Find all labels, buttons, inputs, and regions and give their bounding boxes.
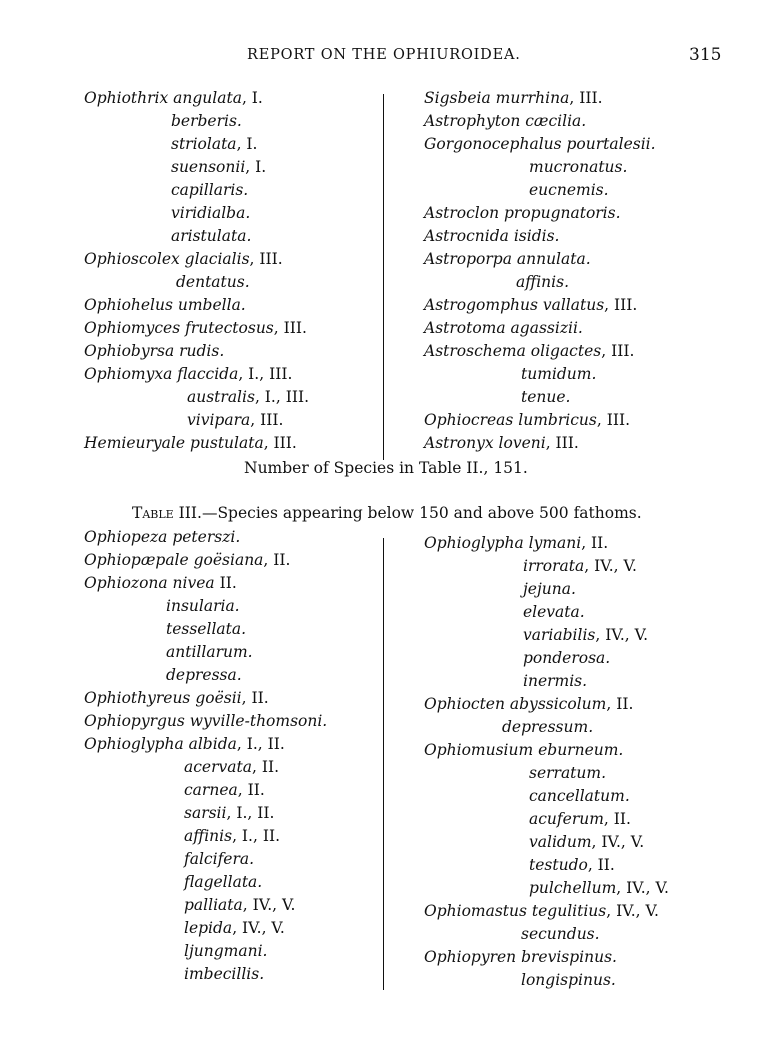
species-entry: Ophiomyces frutectosus, III. <box>84 319 307 337</box>
species-entry: Ophiocreas lumbricus, III. <box>424 411 630 429</box>
species-entry: tenue. <box>521 388 571 406</box>
species-entry: Ophioglypha lymani, II. <box>424 534 609 552</box>
species-entry: Ophioglypha albida, I., II. <box>84 735 285 753</box>
species-entry: capillaris. <box>171 181 249 199</box>
species-entry: berberis. <box>171 112 242 130</box>
species-entry: Astroschema oligactes, III. <box>424 342 635 360</box>
species-entry: Astrophyton cæcilia. <box>424 112 587 130</box>
species-entry: Sigsbeia murrhina, III. <box>424 89 603 107</box>
species-entry: Astrogomphus vallatus, III. <box>424 296 638 314</box>
species-entry: tessellata. <box>166 620 247 638</box>
species-entry: depressa. <box>166 666 242 684</box>
species-entry: Ophioscolex glacialis, III. <box>84 250 283 268</box>
species-entry: Ophiopyren brevispinus. <box>424 948 617 966</box>
species-entry: affinis, I., II. <box>184 827 281 845</box>
species-entry: Hemieuryale pustulata, III. <box>84 434 297 452</box>
species-entry: Astroporpa annulata. <box>424 250 591 268</box>
species-entry: antillarum. <box>166 643 253 661</box>
species-entry: sarsii, I., II. <box>184 804 275 822</box>
species-entry: eucnemis. <box>529 181 609 199</box>
species-entry: Ophiozona nivea II. <box>84 574 237 592</box>
species-entry: Ophiopyrgus wyville-thomsoni. <box>84 712 328 730</box>
species-entry: Gorgonocephalus pourtalesii. <box>424 135 656 153</box>
species-entry: irrorata, IV., V. <box>523 557 637 575</box>
species-entry: longispinus. <box>521 971 616 989</box>
species-entry: cancellatum. <box>529 787 630 805</box>
species-entry: elevata. <box>523 603 585 621</box>
running-header-title: REPORT ON THE OPHIUROIDEA. <box>247 47 521 63</box>
species-entry: ponderosa. <box>523 649 611 667</box>
species-entry: carnea, II. <box>184 781 265 799</box>
species-entry: depressum. <box>502 718 594 736</box>
species-entry: pulchellum, IV., V. <box>529 879 669 897</box>
species-entry: Ophiocten abyssicolum, II. <box>424 695 634 713</box>
species-entry: striolata, I. <box>171 135 258 153</box>
species-entry: acervata, II. <box>184 758 280 776</box>
table2-summary: Number of Species in Table II., 151. <box>244 459 528 477</box>
species-entry: Astronyx loveni, III. <box>424 434 579 452</box>
species-entry: Astrotoma agassizii. <box>424 319 583 337</box>
species-entry: inermis. <box>523 672 588 690</box>
species-entry: ljungmani. <box>184 942 268 960</box>
species-entry: falcifera. <box>184 850 255 868</box>
species-entry: tumidum. <box>521 365 597 383</box>
species-entry: dentatus. <box>176 273 250 291</box>
species-entry: Ophiomastus tegulitius, IV., V. <box>424 902 659 920</box>
species-entry: secundus. <box>521 925 600 943</box>
species-entry: australis, I., III. <box>187 388 309 406</box>
species-entry: variabilis, IV., V. <box>523 626 649 644</box>
species-entry: Ophiopeza peterszi. <box>84 528 241 546</box>
species-entry: Ophiothyreus goësii, II. <box>84 689 269 707</box>
species-entry: viridialba. <box>171 204 251 222</box>
species-entry: flagellata. <box>184 873 263 891</box>
species-entry: Ophiomyxa flaccida, I., III. <box>84 365 293 383</box>
species-entry: serratum. <box>529 764 607 782</box>
species-entry: Ophiomusium eburneum. <box>424 741 624 759</box>
species-entry: acuferum, II. <box>529 810 631 828</box>
species-entry: lepida, IV., V. <box>184 919 285 937</box>
species-entry: Ophiothrix angulata, I. <box>84 89 263 107</box>
species-entry: suensonii, I. <box>171 158 267 176</box>
species-entry: Ophiopæpale goësiana, II. <box>84 551 291 569</box>
column-divider <box>383 94 384 460</box>
species-entry: jejuna. <box>523 580 576 598</box>
species-entry: palliata, IV., V. <box>184 896 296 914</box>
species-entry: vivipara, III. <box>187 411 284 429</box>
species-entry: validum, IV., V. <box>529 833 645 851</box>
species-entry: Astroclon propugnatoris. <box>424 204 621 222</box>
species-entry: Ophiobyrsa rudis. <box>84 342 225 360</box>
species-entry: insularia. <box>166 597 240 615</box>
species-entry: aristulata. <box>171 227 252 245</box>
species-entry: testudo, II. <box>529 856 615 874</box>
table3-caption: Table III.—Species appearing below 150 and above 500 fathoms. <box>132 504 642 522</box>
species-entry: Ophiohelus umbella. <box>84 296 246 314</box>
species-entry: affinis. <box>516 273 570 291</box>
species-entry: mucronatus. <box>529 158 628 176</box>
species-entry: imbecillis. <box>184 965 265 983</box>
column-divider <box>383 538 384 990</box>
page-number: 315 <box>689 45 722 65</box>
species-entry: Astrocnida isidis. <box>424 227 560 245</box>
